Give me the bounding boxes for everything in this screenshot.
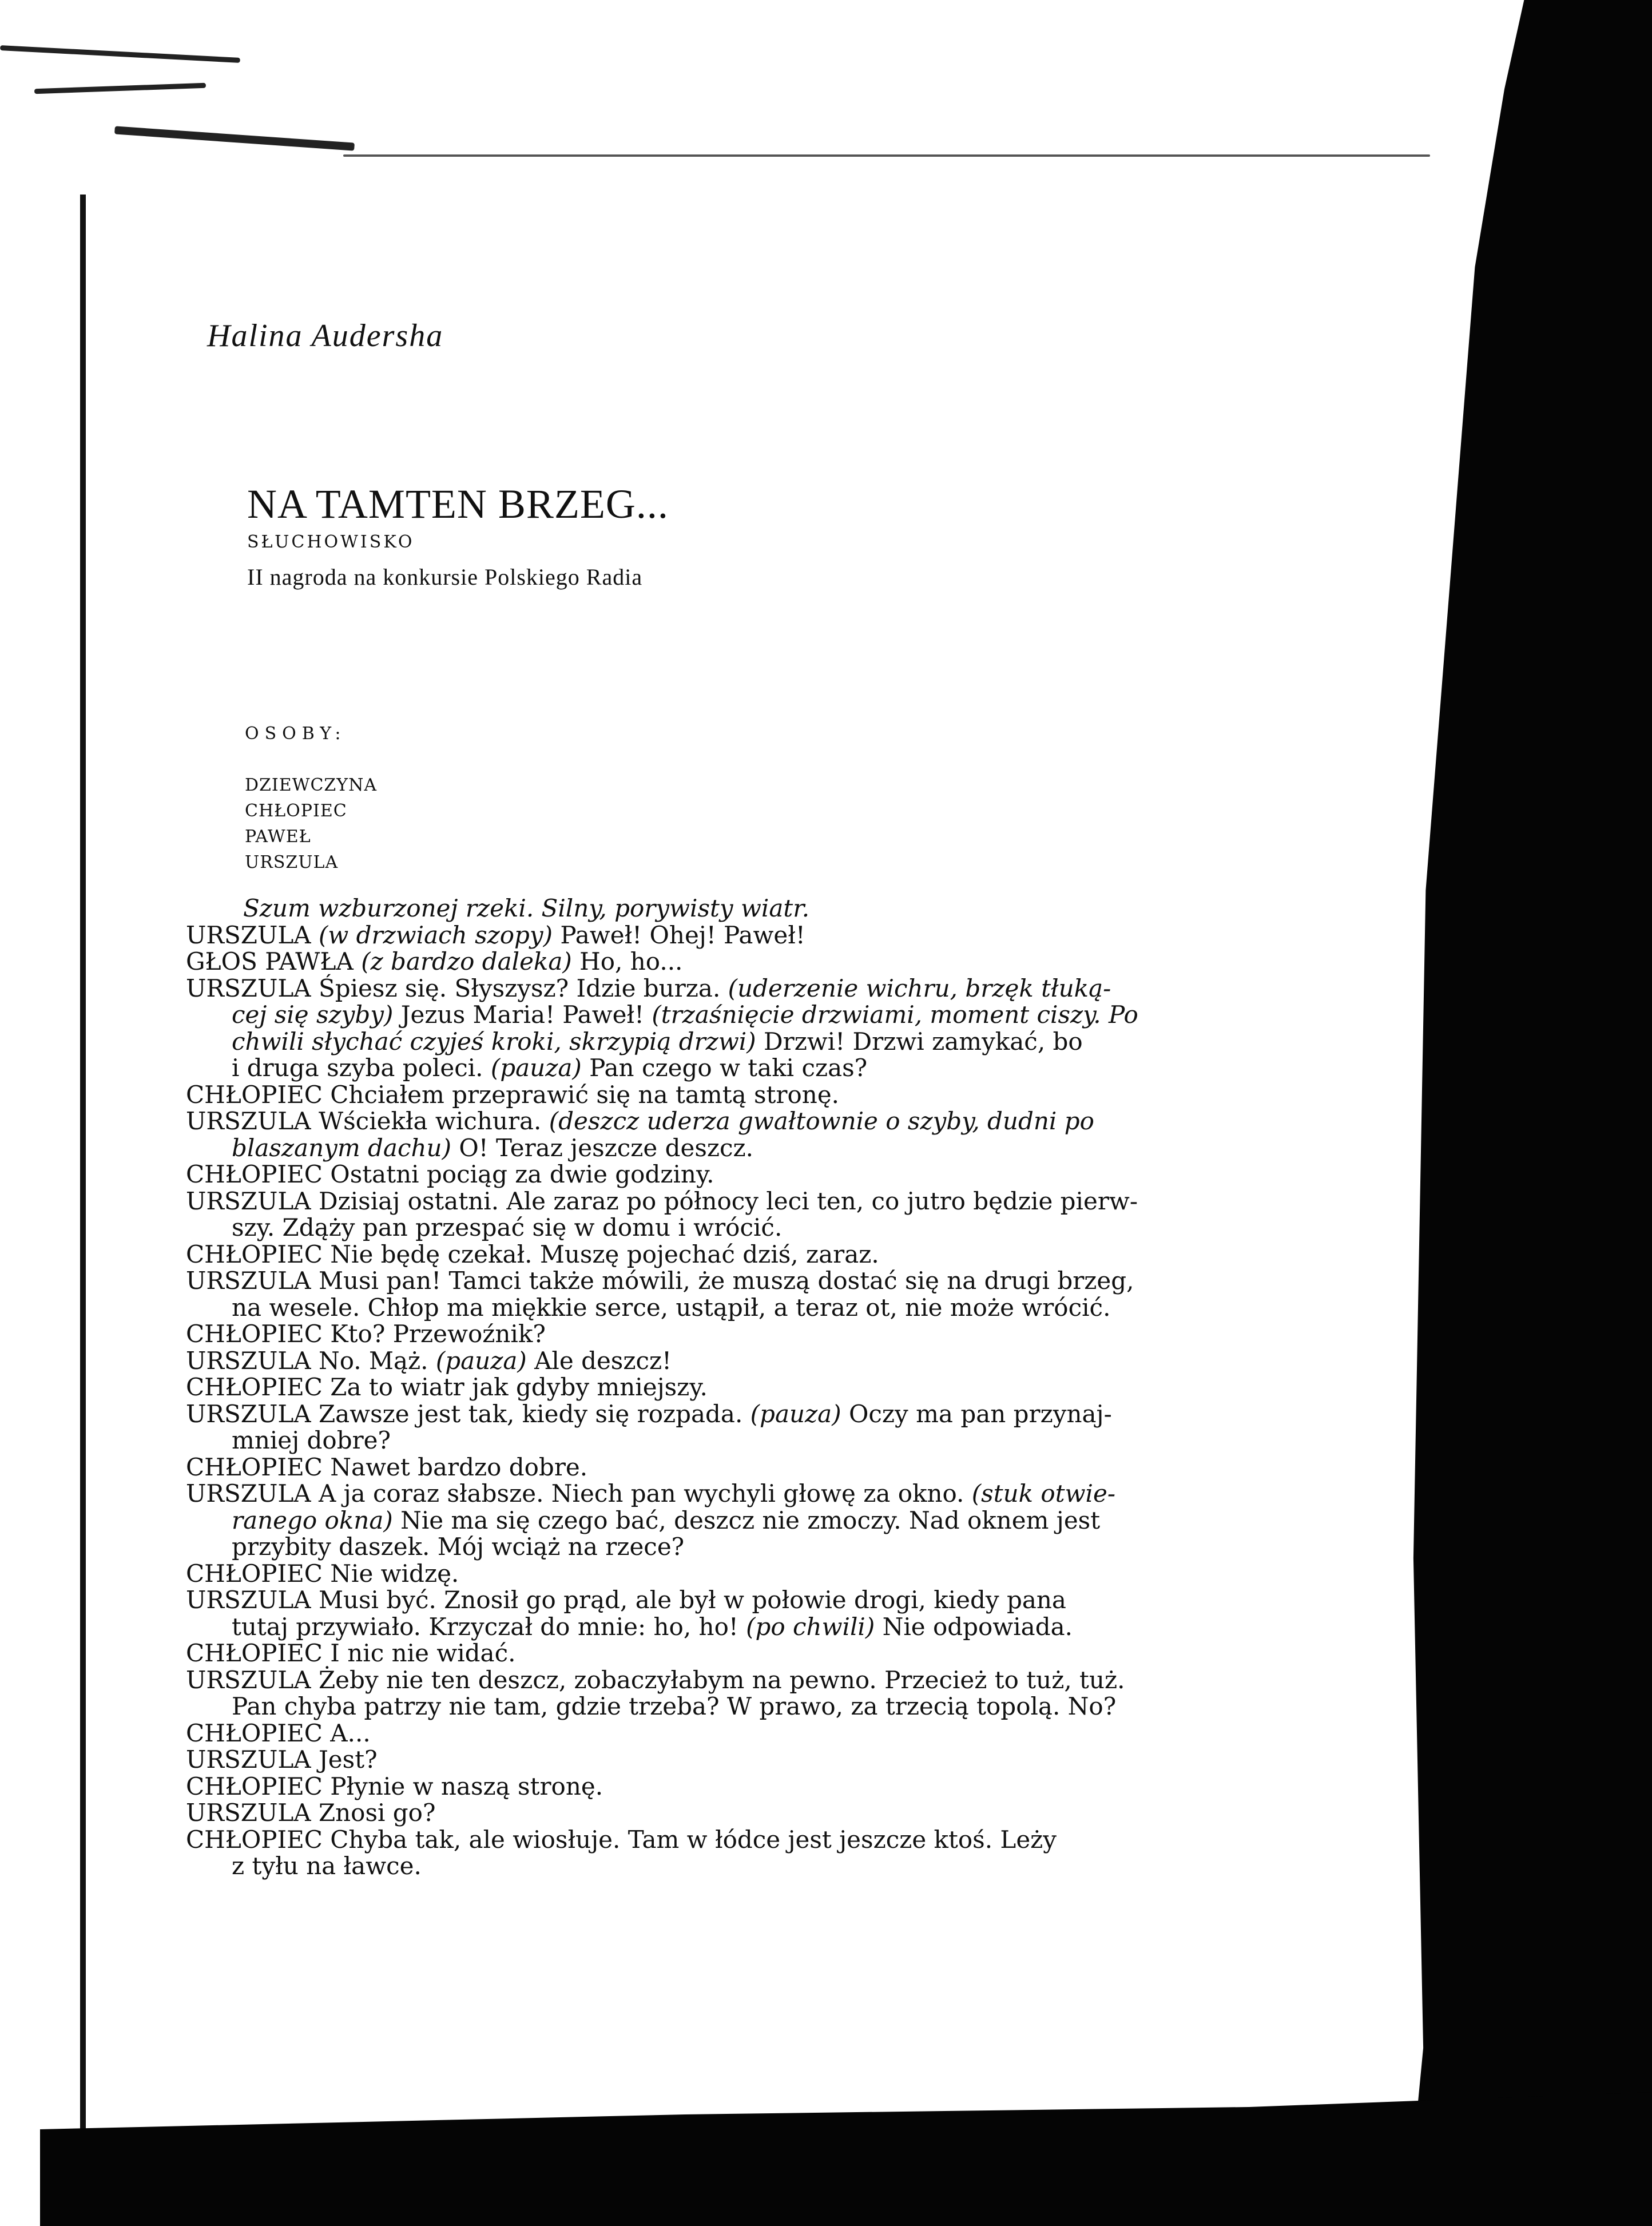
dialogue-text: CHŁOPIEC Nie widzę.	[186, 1559, 459, 1588]
dialogue-text: URSZULA Znosi go?	[186, 1799, 436, 1827]
dialogue-text: z tyłu na ławce.	[232, 1852, 422, 1880]
stage-direction: (deszcz uderza gwałtownie o szyby, dudni po	[549, 1107, 1094, 1135]
cast-list	[245, 772, 377, 875]
stage-direction: chwili słychać czyjeś kroki, skrzypią drzwi)	[232, 1027, 756, 1056]
dialogue-line	[174, 1241, 1290, 1268]
scan-dark-edge-right	[1406, 0, 1652, 2226]
dialogue-text: Ale deszcz!	[526, 1346, 672, 1375]
cast-member: URSZULA	[245, 852, 339, 872]
dialogue-line	[174, 1853, 1290, 1880]
stage-direction: Szum wzburzonej rzeki. Silny, porywisty wiatr.	[243, 894, 810, 922]
dialogue-text: i druga szyba poleci.	[232, 1054, 491, 1082]
dialogue-line	[174, 1108, 1290, 1135]
dialogue-line	[174, 1640, 1290, 1667]
dialogue-line	[174, 1268, 1290, 1295]
stage-direction: blaszanym dachu)	[232, 1133, 451, 1162]
dialogue-line	[174, 1454, 1290, 1481]
dialogue-text: CHŁOPIEC Chyba tak, ale wiosłuje. Tam w łódce jest jeszcze ktoś. Leży	[186, 1825, 1057, 1854]
stage-direction: (z bardzo daleka)	[361, 947, 572, 975]
stage-direction: (pauza)	[750, 1399, 841, 1428]
dialogue-text: URSZULA A ja coraz słabsze. Niech pan wychyli głowę za okno.	[186, 1479, 972, 1507]
dialogue-text: Ho, ho...	[571, 947, 683, 975]
dialogue-text: CHŁOPIEC Nawet bardzo dobre.	[186, 1453, 588, 1481]
dialogue-line	[174, 975, 1290, 1002]
play-subtitle: SŁUCHOWISKO	[247, 532, 415, 552]
dialogue-text: CHŁOPIEC Kto? Przewoźnik?	[186, 1320, 546, 1348]
dialogue-line	[174, 1720, 1290, 1747]
dialogue-text: Oczy ma pan przynaj-	[841, 1399, 1112, 1428]
page-binding-edge	[80, 195, 86, 2140]
stage-direction: (po chwili)	[746, 1612, 875, 1641]
prize-note: II nagroda na konkursie Polskiego Radia	[247, 564, 643, 590]
stage-direction: (uderzenie wichru, brzęk tłuką-	[728, 974, 1111, 1002]
cast-member: PAWEŁ	[245, 827, 311, 847]
dialogue-text: URSZULA Musi być. Znosił go prąd, ale był w połowie drogi, kiedy pana	[186, 1586, 1066, 1614]
dialogue-line	[174, 1029, 1290, 1056]
dialogue-line	[174, 1800, 1290, 1827]
dialogue-line	[174, 895, 1290, 922]
play-text	[174, 895, 1290, 1880]
dialogue-text: tutaj przywiało. Krzyczał do mnie: ho, ho!	[232, 1612, 746, 1641]
scan-smear	[114, 126, 355, 150]
stage-direction: ranego okna)	[232, 1506, 393, 1534]
dialogue-line	[174, 1082, 1290, 1109]
dialogue-line	[174, 1587, 1290, 1614]
dialogue-line	[174, 1747, 1290, 1773]
dialogue-line	[174, 1295, 1290, 1322]
dialogue-line	[174, 1161, 1290, 1188]
dialogue-text: CHŁOPIEC I nic nie widać.	[186, 1639, 516, 1667]
dialogue-line	[174, 1348, 1290, 1375]
dialogue-line	[174, 922, 1290, 949]
dialogue-line	[174, 1534, 1290, 1561]
dialogue-text: mniej dobre?	[232, 1426, 391, 1454]
dialogue-text: CHŁOPIEC Płynie w naszą stronę.	[186, 1772, 603, 1800]
dialogue-line	[174, 1773, 1290, 1800]
dialogue-line	[174, 1188, 1290, 1215]
dialogue-text: Nie odpowiada.	[875, 1612, 1073, 1641]
dialogue-line	[174, 1693, 1290, 1720]
dialogue-line	[174, 1401, 1290, 1428]
dialogue-line	[174, 1507, 1290, 1534]
stage-direction: (trzaśnięcie drzwiami, moment ciszy. Po	[652, 1001, 1138, 1029]
dialogue-text: CHŁOPIEC Nie będę czekał. Muszę pojechać dziś, zaraz.	[186, 1240, 879, 1268]
dialogue-text: Pan czego w taki czas?	[581, 1054, 868, 1082]
scan-smudge-area	[0, 0, 1516, 189]
dialogue-line	[174, 1055, 1290, 1082]
dialogue-line	[174, 1321, 1290, 1348]
dialogue-text: URSZULA Śpiesz się. Słyszysz? Idzie burza.	[186, 974, 728, 1002]
dialogue-text: Pan chyba patrzy nie tam, gdzie trzeba? W prawo, za trzecią topolą. No?	[232, 1692, 1117, 1720]
dialogue-text: O! Teraz jeszcze deszcz.	[451, 1133, 754, 1162]
dialogue-text: Paweł! Ohej! Paweł!	[553, 920, 805, 949]
dialogue-text: przybity daszek. Mój wciąż na rzece?	[232, 1533, 685, 1561]
dialogue-text: URSZULA Żeby nie ten deszcz, zobaczyłabym na pewno. Przecież to tuż, tuż.	[186, 1665, 1125, 1694]
dialogue-line	[174, 1215, 1290, 1241]
stage-direction: cej się szyby)	[232, 1001, 394, 1029]
dialogue-text: URSZULA No. Mąż.	[186, 1346, 436, 1375]
stage-direction: (w drzwiach szopy)	[318, 920, 553, 949]
dialogue-text: CHŁOPIEC A...	[186, 1719, 371, 1747]
dialogue-text: CHŁOPIEC Chciałem przeprawić się na tamtą stronę.	[186, 1080, 840, 1109]
dialogue-text: URSZULA	[186, 920, 319, 949]
scan-dark-edge-bottom	[40, 2077, 1652, 2226]
dialogue-text: URSZULA Wściekła wichura.	[186, 1107, 549, 1135]
dialogue-text: GŁOS PAWŁA	[186, 947, 362, 975]
dialogue-line	[174, 949, 1290, 975]
cast-member: CHŁOPIEC	[245, 801, 347, 821]
dialogue-text: CHŁOPIEC Za to wiatr jak gdyby mniejszy.	[186, 1373, 708, 1401]
dialogue-text: URSZULA Musi pan! Tamci także mówili, że muszą dostać się na drugi brzeg,	[186, 1267, 1134, 1295]
cast-heading: OSOBY:	[245, 724, 347, 744]
dialogue-line	[174, 1561, 1290, 1588]
scan-smear	[343, 154, 1430, 157]
stage-direction: (pauza)	[435, 1346, 527, 1375]
dialogue-line	[174, 1827, 1290, 1854]
dialogue-line	[174, 1135, 1290, 1162]
dialogue-text: URSZULA Zawsze jest tak, kiedy się rozpada.	[186, 1399, 750, 1428]
play-title: NA TAMTEN BRZEG...	[247, 481, 669, 527]
dialogue-line	[174, 1614, 1290, 1641]
dialogue-text: Drzwi! Drzwi zamykać, bo	[756, 1027, 1083, 1056]
dialogue-line	[174, 1481, 1290, 1507]
dialogue-text: na wesele. Chłop ma miękkie serce, ustąpił, a teraz ot, nie może wrócić.	[232, 1293, 1111, 1322]
dialogue-text: CHŁOPIEC Ostatni pociąg za dwie godziny.	[186, 1160, 714, 1188]
scan-smear	[34, 83, 206, 94]
dialogue-text: URSZULA Dzisiaj ostatni. Ale zaraz po północy leci ten, co jutro będzie pierw-	[186, 1187, 1138, 1215]
author-name: Halina Audersha	[207, 318, 444, 354]
dialogue-line	[174, 1667, 1290, 1694]
dialogue-text: szy. Zdąży pan przespać się w domu i wrócić.	[232, 1213, 783, 1241]
dialogue-text: URSZULA Jest?	[186, 1745, 378, 1773]
dialogue-line	[174, 1374, 1290, 1401]
stage-direction: (pauza)	[490, 1054, 582, 1082]
dialogue-line	[174, 1002, 1290, 1029]
stage-direction: (stuk otwie-	[971, 1479, 1116, 1507]
cast-member: DZIEWCZYNA	[245, 775, 378, 795]
dialogue-text: Nie ma się czego bać, deszcz nie zmoczy. Nad oknem jest	[392, 1506, 1101, 1534]
dialogue-text: Jezus Maria! Paweł!	[393, 1001, 652, 1029]
dialogue-line	[174, 1427, 1290, 1454]
scan-smear	[0, 45, 240, 63]
